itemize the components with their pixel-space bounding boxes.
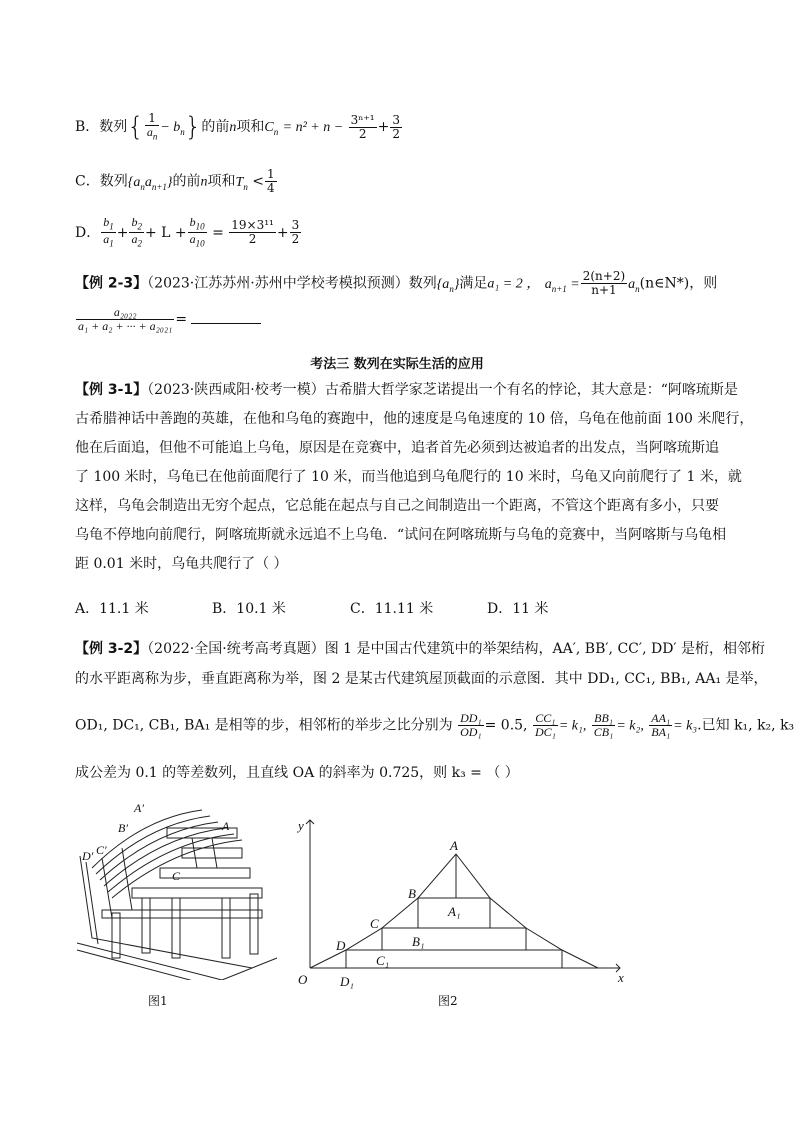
ex31-line: 他在后面追，但他不可能追上乌龟，原因是在竞赛中，追者首先必须到达被追者的出发点，当阿喀琉斯追 bbox=[75, 440, 719, 456]
ex32-line4: 成公差为 0.1 的等差数列，且直线 OA 的斜率为 0.725，则 k₃ = （ ） bbox=[75, 765, 519, 781]
ex32-line: （2022·全国·统考高考真题）图 1 是中国古代建筑中的举架结构，AA′, BB′, CC′, DD′ 是桁，相邻桁 bbox=[147, 641, 766, 657]
ratio-den: BA₁ bbox=[651, 725, 671, 740]
fig2-label-x: x bbox=[618, 970, 624, 985]
fig2-label-c: C bbox=[370, 916, 379, 931]
option-b-mid: 的前 bbox=[201, 119, 230, 136]
option-b-num2: 3 bbox=[392, 112, 400, 127]
fig1-label-cp: C′ bbox=[96, 843, 107, 857]
ex32-tag: 【例 3-2】 bbox=[75, 641, 148, 657]
option-b: B．数列{ $\frac{1}{a_n}$ − $b_n$}的前n项和$C_n = n^2 + n$ − $\frac{\text{3ⁿ⁺¹}}{2}$ + $\frac{3}{2}$ bbox=[75, 111, 400, 143]
ex23-rec: a bbox=[544, 276, 552, 292]
option-b[interactable]: B．10.1 米 bbox=[212, 601, 286, 617]
fig1-label-bp: B′ bbox=[118, 821, 128, 835]
ratio-num: DD₁ bbox=[460, 711, 482, 725]
ratio-value: = k₃ bbox=[673, 718, 698, 734]
ex23-q-num: a₂₀₂₂ bbox=[76, 306, 174, 320]
step-2 bbox=[382, 928, 526, 950]
ratio-den: OD₁ bbox=[460, 725, 482, 740]
ex31-line: 距 0.01 米时，乌龟共爬行了（ ） bbox=[75, 556, 288, 572]
ex31-tag: 【例 3-1】 bbox=[75, 382, 148, 398]
figure-1-caption: 图1 bbox=[148, 994, 168, 1008]
option-d-plus: + bbox=[276, 224, 289, 241]
fig2-label-a1: A₁ bbox=[448, 904, 461, 919]
ex23-rec-den: n+1 bbox=[591, 283, 617, 298]
figure-2-cross-section bbox=[290, 812, 640, 992]
ex23-tag: 【例 2-3】 bbox=[75, 275, 148, 292]
option-b-plus: + bbox=[377, 119, 390, 136]
fig2-label-b1: B₁ bbox=[412, 934, 425, 949]
option-c-mid: 的前 bbox=[172, 173, 201, 190]
option-b-den: 2 bbox=[358, 126, 367, 141]
ratio-num: AA₁ bbox=[651, 711, 671, 725]
answer-blank[interactable] bbox=[191, 323, 261, 324]
ratio-value: = 0.5, bbox=[484, 717, 528, 734]
ratio-value: = k₁, bbox=[558, 718, 587, 734]
ex31-line: 乌龟不停地向前爬行，阿喀琉斯就永远追不上乌龟．“试问在阿喀琉斯与乌龟的竞赛中，当阿喀斯与乌龟相 bbox=[75, 527, 727, 543]
fig1-label-c: C bbox=[172, 869, 181, 883]
fig2-label-b: B bbox=[408, 886, 416, 901]
ex23-a1: a₁ = 2 ， bbox=[487, 276, 541, 292]
ratio-den: CB₁ bbox=[593, 725, 614, 740]
ratio-value: = k₂, bbox=[616, 718, 644, 734]
ratio-den: DC₁ bbox=[534, 725, 556, 740]
option-b-label: B．数列 bbox=[75, 119, 128, 136]
ex23-then: ，则 bbox=[689, 275, 718, 292]
option-c-t: T bbox=[235, 174, 244, 190]
section-title: 考法三 数列在实际生活的应用 bbox=[310, 357, 484, 372]
option-c: C．数列$\{a_na_{n+1}\}$的前n项和$T_n$ < $\frac{1}{4}$ bbox=[75, 167, 275, 196]
option-c-lt: < bbox=[252, 173, 264, 190]
option-b-eq: = n² + n − bbox=[282, 120, 344, 136]
figure-2-caption: 图2 bbox=[438, 994, 458, 1008]
fig1-label-dp: D′ bbox=[82, 849, 94, 863]
fig1-label-a: A bbox=[222, 819, 230, 833]
ex31-line: （2023·陕西咸阳·校考一模）古希腊大哲学家芝诺提出一个有名的悖论，其大意是：“阿喀琉斯是 bbox=[147, 382, 738, 398]
fig2-label-c1: C₁ bbox=[376, 953, 390, 968]
ratio-num: BB₁ bbox=[592, 712, 616, 726]
option-d[interactable]: D．11 米 bbox=[487, 601, 549, 617]
example-3-2 bbox=[75, 634, 768, 694]
ex23-source: （2023·江苏苏州·苏州中学校考模拟预测）数列 bbox=[147, 275, 437, 292]
ex31-line: 古希腊神话中善跑的英雄，在他和乌龟的赛跑中，他的速度是乌龟速度的 10 倍，乌龟在他前面 100 米爬行， bbox=[75, 411, 754, 427]
option-c[interactable]: C．11.11 米 bbox=[350, 601, 434, 617]
option-d-den: 2 bbox=[248, 232, 257, 247]
ex31-line: 了 100 米时，乌龟已在他前面爬行了 10 米，而当他追到乌龟爬行的 10 米时，乌龟又向前爬行了 1 米，就 bbox=[75, 469, 742, 485]
option-c-tail: 项和 bbox=[207, 173, 236, 190]
ex32-line: OD₁, DC₁, CB₁, BA₁ 是相等的步，相邻桁的举步之比分别为 bbox=[75, 717, 453, 734]
fig2-label-d: D bbox=[336, 938, 346, 953]
fig2-label-y: y bbox=[298, 818, 304, 833]
example-2-3: 【例 2-3】（2023·江苏苏州·苏州中学校考模拟预测）数列$\{a_n\}$满足a₁ = 2 ， $a_{n+1}$ = $\frac{2(n+2)}{n+1}$ $a_n(n\in N*)$，则 bbox=[75, 269, 718, 298]
ex32-ratio-line bbox=[75, 711, 794, 740]
example-2-3-question bbox=[75, 306, 725, 333]
option-d-eq: = bbox=[212, 224, 224, 241]
option-d-label: D． bbox=[75, 224, 101, 241]
option-d-num1: 19×3¹¹ bbox=[231, 218, 274, 233]
option-b-n: n bbox=[229, 120, 237, 136]
option-b-num1: 3ⁿ⁺¹ bbox=[350, 112, 375, 127]
option-b-c: C bbox=[264, 120, 274, 136]
ratio-num: CC₁ bbox=[533, 712, 558, 726]
ex32-line: 的水平距离称为步，垂直距离称为举，图 2 是某古代建筑屋顶截面的示意图．其中 DD₁, CC₁, BB₁, AA₁ 是举， bbox=[75, 671, 768, 687]
figure-1-roof-frame bbox=[72, 798, 282, 980]
fig2-label-d1: D₁ bbox=[340, 974, 354, 989]
ex23-domain: (n∈N*) bbox=[639, 275, 690, 292]
option-a[interactable]: A．11.1 米 bbox=[75, 601, 149, 617]
option-d-num2: 3 bbox=[291, 218, 300, 233]
option-b-tail: 项和 bbox=[236, 119, 265, 136]
ex23-rec-num: 2(n+2) bbox=[582, 269, 626, 283]
ex23-eq: = bbox=[175, 311, 188, 328]
option-c-label: C．数列 bbox=[75, 173, 128, 190]
ex23-cond: 满足 bbox=[459, 275, 488, 292]
ex23-q-den: a₁ + a₂ + ··· + a₂₀₂₁ bbox=[78, 319, 173, 334]
option-c-den: 4 bbox=[267, 181, 275, 196]
ex31-line: 这样，乌龟会制造出无穷个起点，它总能在起点与自己之间制造出一个距离，不管这个距离有多小，只要 bbox=[75, 498, 719, 514]
option-c-num: 1 bbox=[267, 167, 275, 181]
example-3-1 bbox=[75, 376, 754, 579]
fig2-label-a: A bbox=[450, 838, 458, 853]
fig1-label-ap: A′ bbox=[134, 801, 144, 815]
fig2-label-o: O bbox=[298, 972, 308, 987]
ex32-line: .已知 k₁, k₂, k₃ bbox=[697, 717, 794, 734]
option-d: D． $\frac{b_1}{a_1}$ + $\frac{b_2}{a_2}$ + L + $\frac{b_{10}}{a_{10}}$ = $\frac{\text{19×3¹¹}}{2}$ + $\frac{3}{2}$ bbox=[75, 215, 300, 249]
